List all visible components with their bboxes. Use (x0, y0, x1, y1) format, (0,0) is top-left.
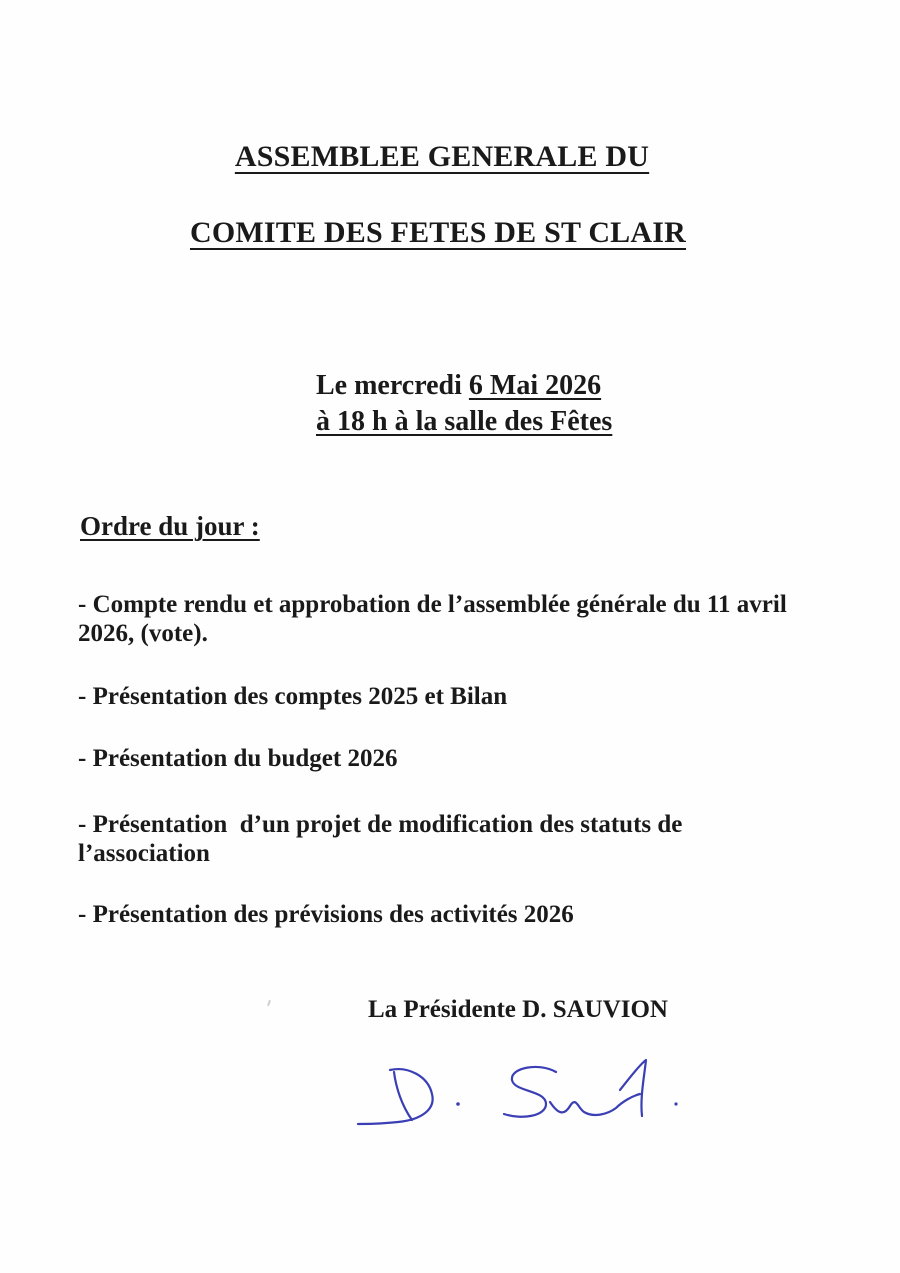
signature-stroke-w (550, 1094, 640, 1115)
agenda-item-1: - Compte rendu et approbation de l’assemblée générale du 11 avril 2026, (vote). (78, 591, 787, 647)
title-line-1 (0, 140, 892, 174)
meeting-time-place-line (316, 404, 612, 440)
agenda-item-4: - Présentation d’un projet de modification des statuts de l’association (78, 811, 689, 867)
handwritten-signature (350, 1050, 690, 1140)
signature-stroke-d-stem (394, 1072, 412, 1120)
signature-trailing-dot (674, 1102, 677, 1105)
agenda-heading (80, 511, 260, 542)
signatory-name: La Présidente D. SAUVION (368, 996, 668, 1023)
title-text-1: ASSEMBLEE GENERALE DU (234, 140, 650, 173)
paper-speck (267, 1000, 271, 1006)
agenda-item-2: - Présentation des comptes 2025 et Bilan (78, 683, 508, 710)
signature-dot (456, 1102, 460, 1106)
signature-stroke-s (504, 1067, 556, 1117)
agenda-item-3: - Présentation du budget 2026 (78, 745, 398, 772)
title-line-2 (0, 216, 888, 250)
meeting-date-block (316, 368, 612, 440)
meeting-date-line (316, 368, 612, 404)
title-text-2: COMITE DES FETES DE ST CLAIR (189, 216, 686, 249)
meeting-time-place: à 18 h à la salle des Fêtes (316, 406, 613, 437)
meeting-date: 6 Mai 2026 (468, 370, 602, 401)
agenda-item-5: - Présentation des prévisions des activités 2026 (78, 901, 574, 928)
signature-stroke-l (620, 1060, 646, 1116)
agenda-heading-text: Ordre du jour : (80, 511, 260, 541)
meeting-day-prefix: Le mercredi (316, 370, 469, 401)
